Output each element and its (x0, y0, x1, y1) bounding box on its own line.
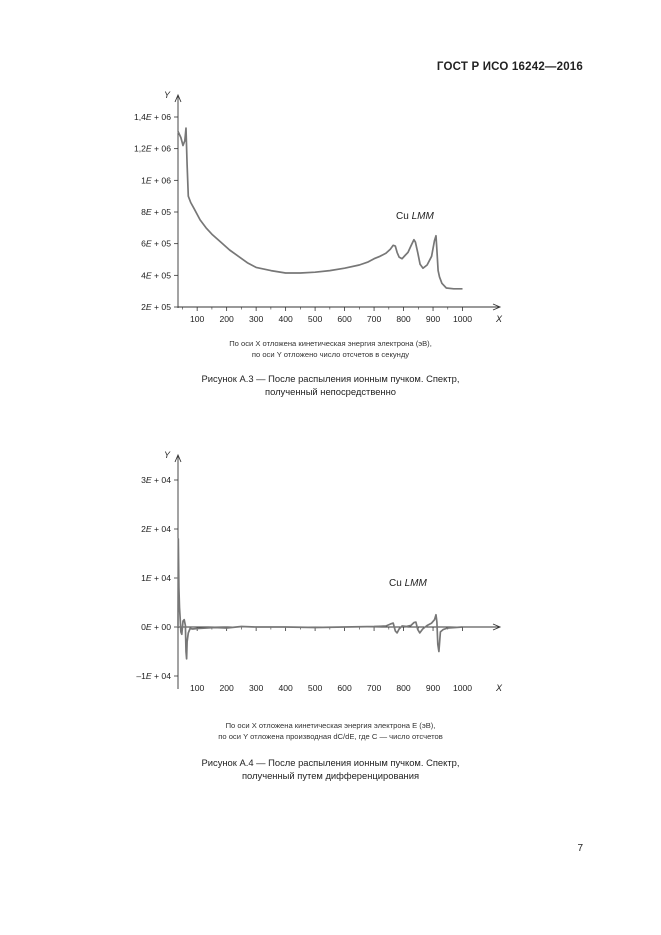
x-tick-label: 1000 (452, 314, 473, 324)
x-axis-label: X (495, 314, 503, 324)
x-tick-label: 400 (278, 683, 293, 693)
x-tick-label: 800 (396, 314, 411, 324)
x-tick-label: 500 (307, 683, 323, 693)
x-axis-label: X (495, 683, 503, 693)
y-axis-label: Y (163, 90, 170, 100)
x-tick-label: 700 (366, 314, 382, 324)
x-tick-label: 400 (278, 314, 293, 324)
y-tick-label: 8E + 05 (141, 207, 171, 217)
x-tick-label: 700 (366, 683, 382, 693)
x-tick-label: 600 (337, 314, 352, 324)
x-tick-label: 300 (248, 683, 264, 693)
y-tick-label: 2E + 04 (141, 524, 171, 534)
figure-a3-caption (0, 372, 661, 398)
page-number: 7 (577, 843, 583, 854)
figure-a3-note-line-1: По оси X отложена кинетическая энергия электрона (эВ), (229, 339, 432, 348)
y-tick-label: 0E + 00 (141, 622, 171, 632)
y-tick-label: 2E + 05 (141, 302, 171, 312)
x-tick-label: 600 (337, 683, 352, 693)
figure-a3-note-line-2: по оси Y отложено число отсчетов в секунду (251, 350, 410, 359)
figure-a4-caption-line-1: Рисунок А.4 — После распыления ионным пучком. Спектр, (201, 757, 460, 768)
standard-designation: ГОСТ Р ИСО 16242—2016 (436, 61, 583, 73)
y-tick-label: 1E + 06 (141, 175, 171, 186)
series-line-cu-lmm (178, 128, 463, 289)
chart-annotation: Cu LMM (389, 578, 427, 589)
figure-a3-caption-line-2: полученный непосредственно (265, 386, 396, 397)
series-line-cu-lmm (178, 539, 463, 659)
y-axis-label: Y (163, 450, 170, 460)
figure-a3-caption-line-1: Рисунок А.3 — После распыления ионным пучком. Спектр, (201, 373, 460, 384)
figure-a3-note (0, 338, 661, 360)
figure-a4-caption (0, 756, 661, 782)
x-tick-label: 800 (396, 683, 411, 693)
x-tick-label: 100 (189, 683, 205, 693)
figure-a4-note (0, 720, 661, 742)
y-tick-label: –1E + 04 (136, 671, 171, 681)
chart-differentiated-spectrum (0, 445, 661, 695)
x-tick-label: 200 (219, 314, 234, 324)
chart-annotation: Cu LMM (396, 211, 434, 222)
y-tick-label: 1,2E + 06 (133, 143, 171, 154)
y-tick-label: 6E + 05 (141, 238, 171, 249)
figure-a4-note-line-2: по оси Y отложена производная dC/dE, где C — число отсчетов (218, 732, 443, 741)
y-tick-label: 4E + 05 (141, 270, 171, 281)
y-tick-label: 3E + 04 (141, 475, 171, 485)
chart-direct-spectrum (0, 85, 661, 330)
x-tick-label: 500 (307, 314, 323, 324)
x-tick-label: 900 (425, 314, 441, 324)
figure-a4-note-line-1: По оси X отложена кинетическая энергия электрона E (эВ), (225, 721, 436, 730)
x-tick-label: 1000 (452, 683, 473, 693)
x-tick-label: 900 (425, 683, 441, 693)
y-tick-label: 1,4E + 06 (133, 112, 171, 122)
x-tick-label: 200 (219, 683, 234, 693)
figure-a4-caption-line-2: полученный путем дифференцирования (241, 770, 420, 781)
x-tick-label: 100 (189, 314, 205, 324)
y-tick-label: 1E + 04 (141, 573, 171, 583)
x-tick-label: 300 (248, 314, 264, 324)
